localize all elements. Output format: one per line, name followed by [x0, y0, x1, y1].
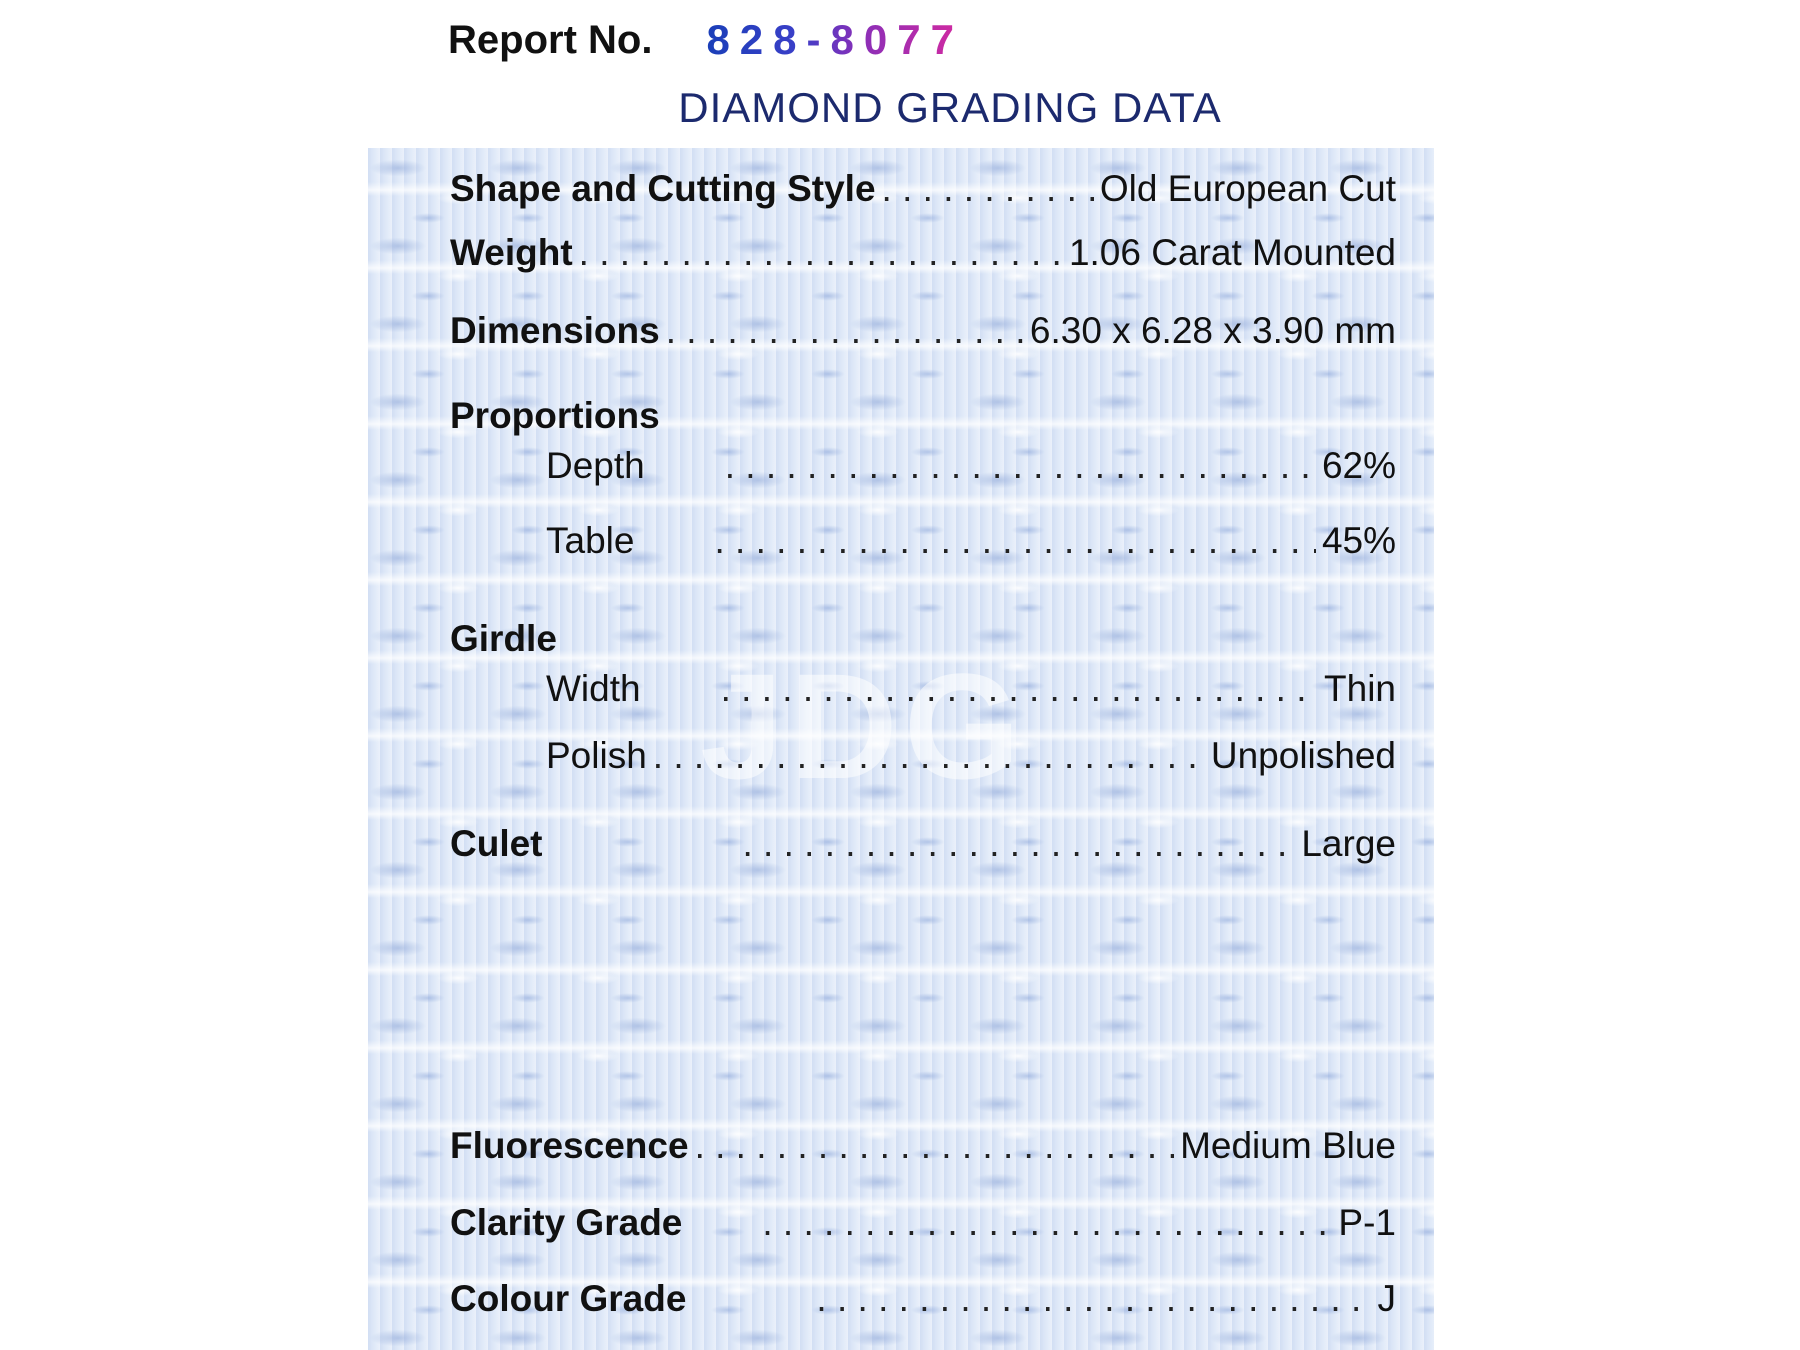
- page-title: DIAMOND GRADING DATA: [678, 84, 1222, 131]
- report-number-label: Report No.: [448, 17, 653, 62]
- report-header: [448, 10, 964, 70]
- table-label: Table: [546, 520, 635, 561]
- watermark-logo: JDG: [700, 642, 1027, 810]
- girdle-width-label: Width: [546, 668, 641, 709]
- leader-dots: [653, 735, 1205, 777]
- table-row: [450, 520, 1396, 562]
- table-value: 45%: [1321, 520, 1396, 561]
- weight-label: Weight: [450, 232, 573, 273]
- leader-dots: [743, 823, 1296, 865]
- culet-label: Culet: [450, 823, 543, 864]
- shape-value: Old European Cut: [1099, 168, 1396, 209]
- clarity-label: Clarity Grade: [450, 1202, 683, 1243]
- weight-value: 1.06 Carat Mounted: [1068, 232, 1396, 273]
- girdle-polish-value: Unpolished: [1210, 735, 1396, 776]
- leader-dots: [714, 520, 1315, 562]
- fluorescence-row: [450, 1125, 1396, 1167]
- shape-label: Shape and Cutting Style: [450, 168, 876, 209]
- dimensions-value: 6.30 x 6.28 x 3.90 mm: [1029, 310, 1396, 351]
- weight-row: [450, 232, 1396, 274]
- girdle-polish-label: Polish: [546, 735, 647, 776]
- girdle-width-row: [450, 668, 1396, 710]
- leader-dots: [721, 668, 1318, 710]
- dimensions-label: Dimensions: [450, 310, 660, 351]
- fluorescence-value: Medium Blue: [1180, 1125, 1396, 1166]
- leader-dots: [762, 1202, 1332, 1244]
- proportions-heading: Proportions: [450, 395, 660, 436]
- leader-dots: [882, 168, 1094, 210]
- culet-value: Large: [1301, 823, 1396, 864]
- colour-row: [450, 1278, 1396, 1320]
- colour-label: Colour Grade: [450, 1278, 687, 1319]
- culet-row: [450, 823, 1396, 865]
- girdle-polish-row: [450, 735, 1396, 777]
- leader-dots: [725, 445, 1316, 487]
- leader-dots: [816, 1278, 1371, 1320]
- clarity-value: P-1: [1338, 1202, 1396, 1243]
- depth-value: 62%: [1321, 445, 1396, 486]
- girdle-width-value: Thin: [1324, 668, 1396, 709]
- depth-label: Depth: [546, 445, 645, 486]
- girdle-heading: Girdle: [450, 618, 557, 659]
- report-number-value: 828-8077: [706, 16, 964, 63]
- leader-dots: [666, 310, 1024, 352]
- colour-value: J: [1377, 1278, 1396, 1319]
- fluorescence-label: Fluorescence: [450, 1125, 689, 1166]
- leader-dots: [695, 1125, 1175, 1167]
- clarity-row: [450, 1202, 1396, 1244]
- shape-row: [450, 168, 1396, 210]
- dimensions-row: [450, 310, 1396, 352]
- depth-row: [450, 445, 1396, 487]
- leader-dots: [579, 232, 1063, 274]
